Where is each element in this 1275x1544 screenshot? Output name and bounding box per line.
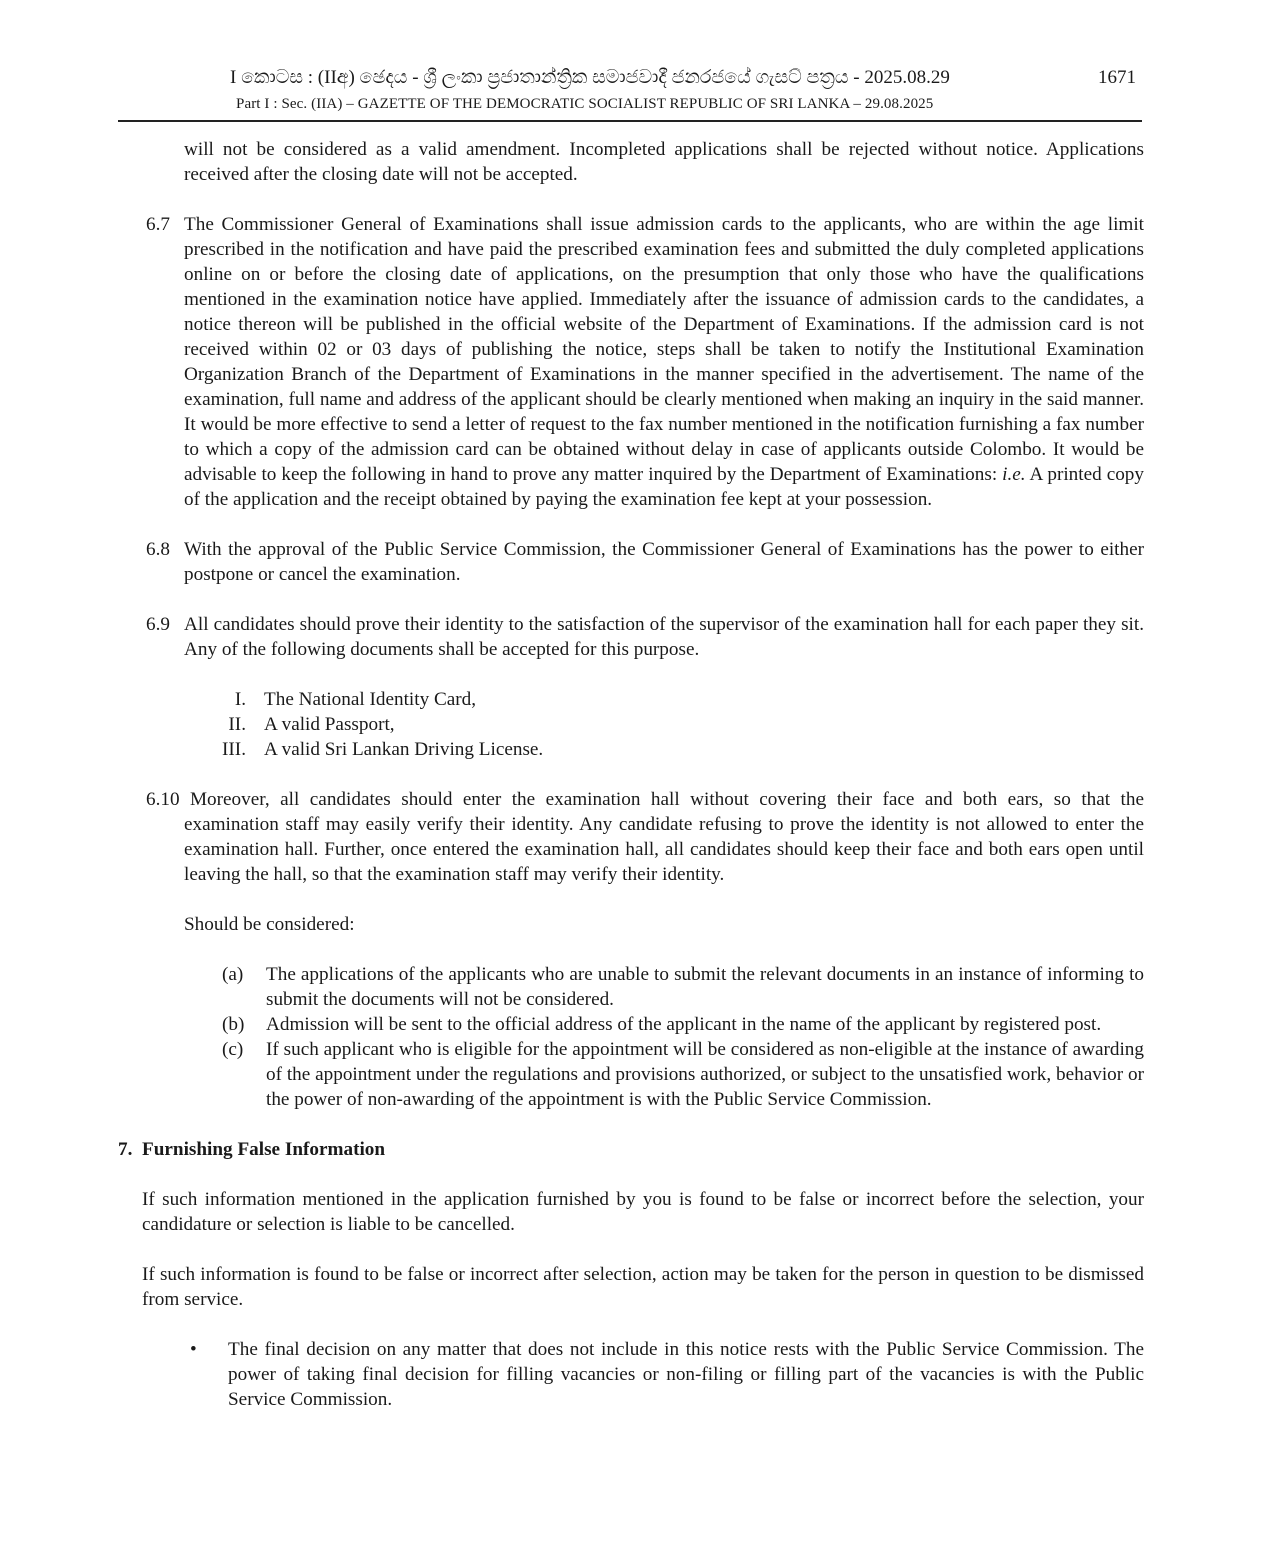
- identity-documents-list: [118, 687, 1144, 762]
- section-7-paragraph-2: If such information is found to be false or incorrect after selection, action may be taken for the person in question to be dismissed from service.: [142, 1264, 1144, 1310]
- clause-6-8: [118, 537, 1144, 587]
- clause-text-part: A printed copy of the application and the receipt obtained by paying the examination fee kept at your possession.: [184, 464, 1144, 510]
- should-be-considered-label: Should be considered:: [184, 914, 355, 935]
- clause-6-7: [118, 212, 1144, 512]
- list-item: [118, 687, 1144, 712]
- clause-6-9: [118, 612, 1144, 662]
- clause-number: 6.10: [146, 789, 180, 810]
- clause-text: With the approval of the Public Service Commission, the Commissioner General of Examinations has the power to either postpone or cancel the examination.: [184, 539, 1144, 585]
- list-item-text: The applications of the applicants who are unable to submit the relevant documents in an instance of informing to submit the documents will not be considered.: [266, 964, 1144, 1010]
- final-decision-list: [118, 1337, 1144, 1412]
- clause-text-part: The Commissioner General of Examinations shall issue admission cards to the applicants, who are within the age limit prescribed in the notification and have paid the prescribed examination fees and submitted the duly completed applications online on or before the closing date of applications, on the presumption that only those who have the qualifications mentioned in the examination notice have applied. Immediately after the issuance of admission cards to the candidates, a notice thereon will be published in the official website of the Department of Examinations. If the admission card is not received within 02 or 03 days of publishing the notice, steps shall be taken to notify the Institutional Examination Organization Branch of the Department of Examinations in the manner specified in the advertisement. The name of the examination, full name and address of the applicant should be clearly mentioned when making an inquiry in the said manner. It would be more effective to send a letter of request to the fax number mentioned in the notification furnishing a fax number to which a copy of the admission card can be obtained without delay in case of applicants outside Colombo. It would be advisable to keep the following in hand to prove any matter inquired by the Department of Examinations:: [184, 214, 1144, 485]
- bullet-icon: •: [190, 1339, 197, 1360]
- list-item-letter: (b): [222, 1014, 245, 1035]
- clause-number: 6.7: [146, 214, 170, 235]
- list-item-letter: (c): [222, 1039, 244, 1060]
- list-item-text: The final decision on any matter that does not include in this notice rests with the Public Service Commission. The power of taking final decision for filling vacancies or non-filing or filling part of the vacancies is with the Public Service Commission.: [228, 1339, 1144, 1410]
- section-7-paragraph-1: If such information mentioned in the application furnished by you is found to be false or incorrect before the selection, your candidature or selection is liable to be cancelled.: [142, 1189, 1144, 1235]
- header-rule: [118, 120, 1142, 122]
- list-item: [118, 1337, 1144, 1412]
- list-item-number: I.: [234, 689, 246, 710]
- document-body: [118, 137, 1144, 1412]
- list-item-text: A valid Sri Lankan Driving License.: [264, 739, 544, 760]
- list-item-text: Admission will be sent to the official address of the applicant in the name of the applicant by registered post.: [266, 1014, 1102, 1035]
- clause-text: All candidates should prove their identity to the satisfaction of the supervisor of the examination hall for each paper they sit. Any of the following documents shall be accepted for this purpose.: [184, 614, 1144, 660]
- header-english-title: Part I : Sec. (IIA) – GAZETTE OF THE DEMOCRATIC SOCIALIST REPUBLIC OF SRI LANKA – 29.08.2025: [236, 96, 934, 112]
- list-item-text: A valid Passport,: [264, 714, 395, 735]
- list-item-number: III.: [222, 739, 246, 760]
- section-number: 7.: [118, 1139, 133, 1160]
- list-item: [118, 712, 1144, 737]
- list-item-text: The National Identity Card,: [264, 689, 477, 710]
- continuation-paragraph: will not be considered as a valid amendment. Incompleted applications shall be rejected without notice. Applications received after the closing date will not be accepted.: [184, 139, 1144, 185]
- list-item: [118, 962, 1144, 1012]
- list-item-text: If such applicant who is eligible for the appointment will be considered as non-eligible at the instance of awarding of the appointment under the regulations and provisions authorized, or subject to the unsatisfied work, behavior or the power of non-awarding of the appointment is with the Public Service Commission.: [266, 1039, 1144, 1110]
- clause-text: [184, 212, 1144, 512]
- page-header: [0, 66, 1275, 116]
- list-item: [118, 1012, 1144, 1037]
- clause-6-10: [118, 787, 1144, 887]
- list-item: [118, 737, 1144, 762]
- section-title: Furnishing False Information: [142, 1139, 386, 1160]
- section-7-heading: [118, 1137, 1144, 1162]
- list-item-number: II.: [228, 714, 246, 735]
- clause-number: 6.9: [146, 614, 170, 635]
- header-sinhala-title: I කොටස : (IIඅ) ඡෙදය - ශ්‍රී ලංකා ප්‍රජාතාන්ත්‍රික සමාජවාදී ජනරජයේ ගැසට් පත්‍රය - 2025.08.29: [230, 67, 950, 88]
- clause-text: Moreover, all candidates should enter the examination hall without covering their face and both ears, so that the examination staff may easily verify their identity. Any candidate refusing to prove the identity is not allowed to enter the examination hall. Further, once entered the examination hall, all candidates should keep their face and both ears open until leaving the hall, so that the examination staff may verify their identity.: [184, 789, 1144, 885]
- list-item: [118, 1037, 1144, 1112]
- considerations-list: [118, 962, 1144, 1112]
- list-item-letter: (a): [222, 964, 244, 985]
- page-number: 1671: [1098, 67, 1136, 88]
- clause-text-emphasis: i.e.: [1002, 464, 1026, 485]
- clause-number: 6.8: [146, 539, 170, 560]
